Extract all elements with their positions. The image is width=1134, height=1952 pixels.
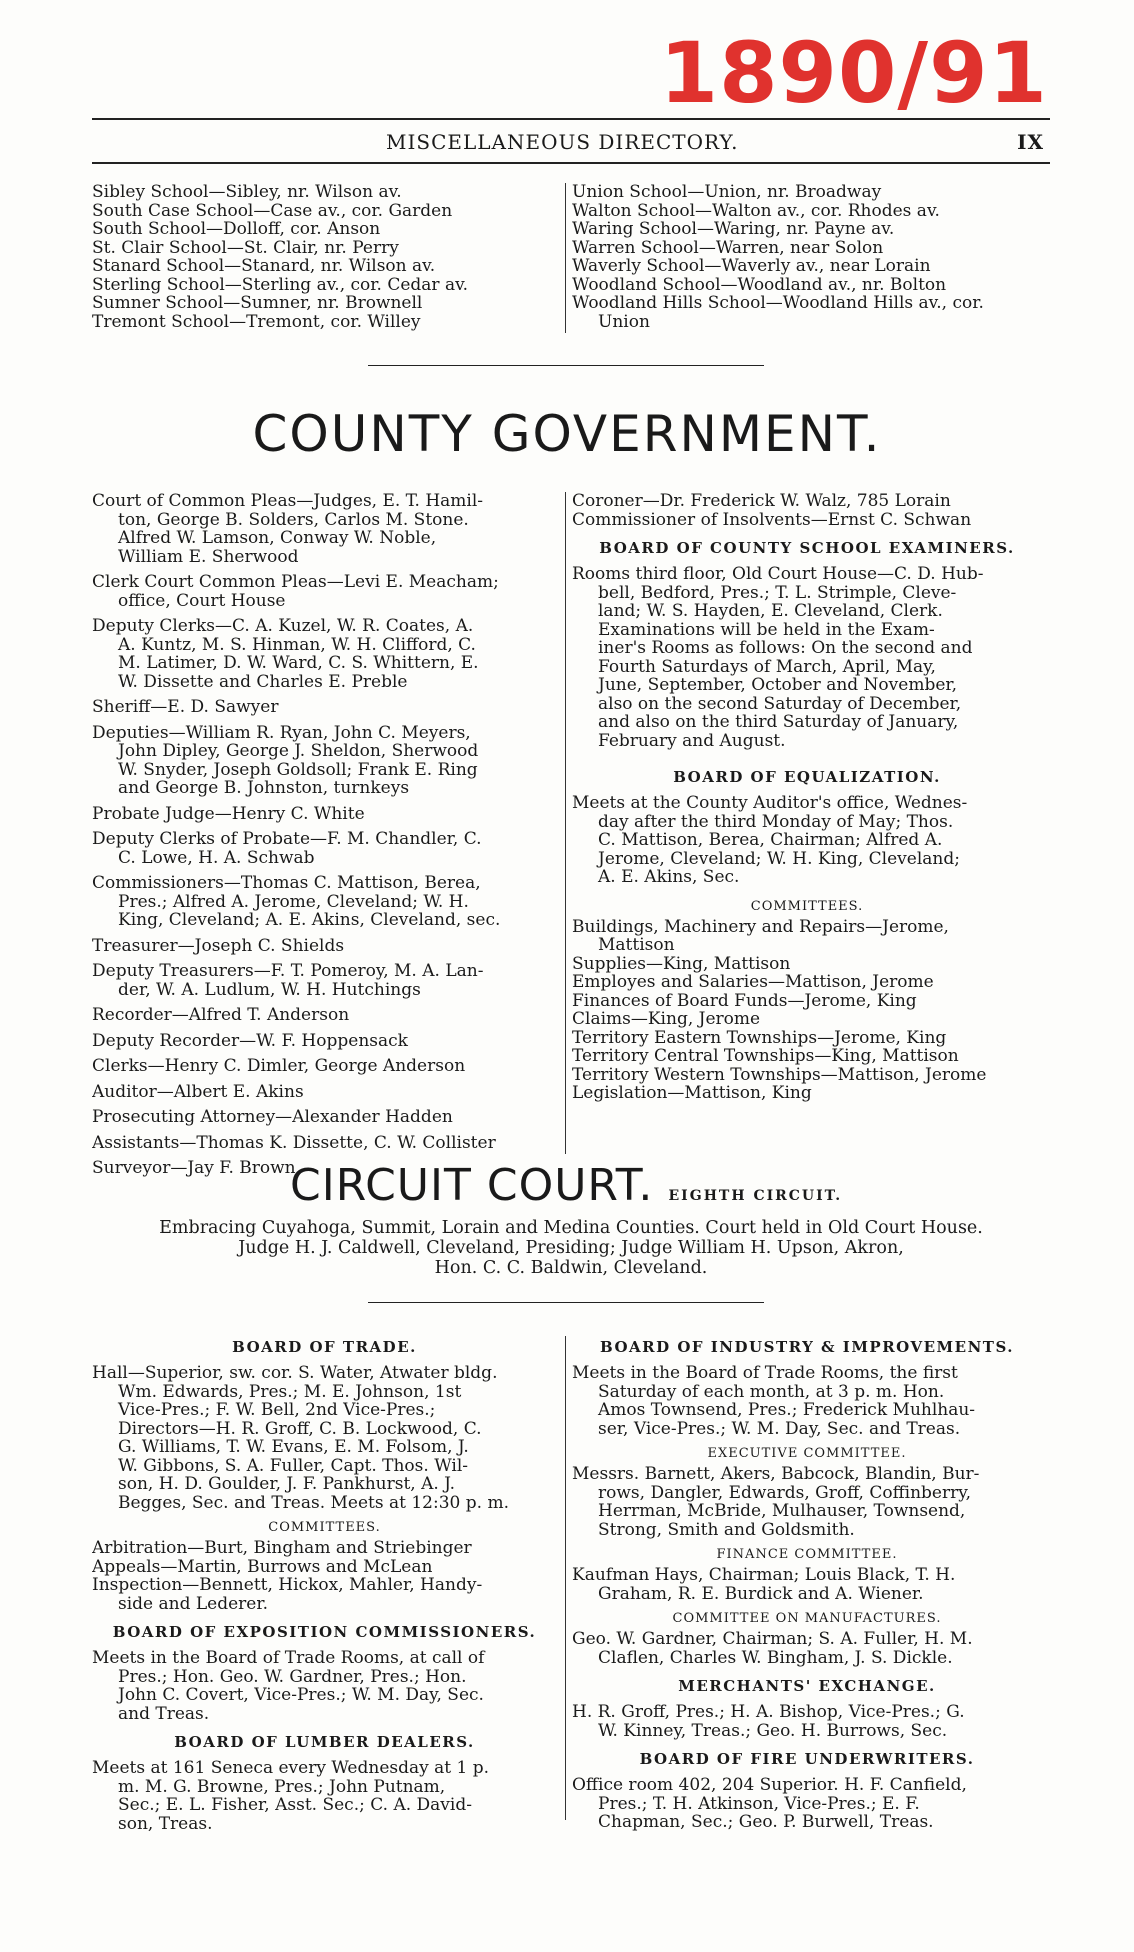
county-office-entry-line: A. Kuntz, M. S. Hinman, W. H. Clifford, C. (118, 635, 476, 654)
county-committee-entry (572, 1047, 1042, 1066)
board-of-trade-heading: BOARD OF TRADE. (232, 1338, 417, 1356)
manufactures-committee-heading: COMMITTEE ON MANUFACTURES. (672, 1611, 942, 1626)
lumber-line: Sec.; E. L. Fisher, Asst. Sec.; C. A. David- (118, 1796, 472, 1815)
examiners-line: February and August. (598, 731, 786, 750)
school-entry: St. Clair School—St. Clair, nr. Perry (92, 238, 399, 257)
coroner-commissioner-list (572, 492, 1042, 529)
county-committee-entry-line: Employes and Salaries—Mattison, Jerome (572, 973, 934, 992)
examiners-heading: BOARD OF COUNTY SCHOOL EXAMINERS. (599, 539, 1015, 557)
merchants-exchange-text (572, 1703, 1042, 1740)
examiners-line: bell, Bedford, Pres.; T. L. Strimple, Cleve- (598, 583, 957, 602)
county-office-entry-line: Treasurer—Joseph C. Shields (92, 936, 345, 955)
trade-committee-entry (92, 1539, 557, 1558)
county-office-entry-line: Alfred W. Lamson, Conway W. Noble, (118, 529, 437, 548)
county-office-entry-line: Court of Common Pleas—Judges, E. T. Hamil- (92, 492, 484, 511)
industry-line: Meets in the Board of Trade Rooms, the first (572, 1364, 958, 1383)
merchants-exchange-line: H. R. Groff, Pres.; H. A. Bishop, Vice-Pres.; G. (572, 1703, 965, 1722)
county-committee-entry-line: Claims—King, Jerome (572, 1010, 761, 1029)
trade-committees-heading: COMMITTEES. (268, 1520, 381, 1535)
industry-text (572, 1364, 1042, 1438)
exposition-line: John C. Covert, Vice-Pres.; W. M. Day, Sec. (118, 1686, 484, 1705)
trade-committee-entry-line: Inspection—Bennett, Hickox, Mahler, Handy- (92, 1576, 483, 1595)
circuit-court-line: Hon. C. C. Baldwin, Cleveland. (434, 1258, 708, 1278)
equalization-line: C. Mattison, Berea, Chairman; Alfred A. (598, 831, 943, 850)
top-rule (92, 118, 1050, 120)
board-of-trade-line: Wm. Edwards, Pres.; M. E. Johnson, 1st (118, 1382, 462, 1401)
county-office-entry-line: William E. Sherwood (118, 547, 299, 566)
county-committee-entry (572, 955, 1042, 974)
county-office-entry-line: King, Cleveland; A. E. Akins, Cleveland, sec. (118, 911, 501, 930)
county-office-entry-line: Recorder—Alfred T. Anderson (92, 1006, 350, 1025)
examiners-line: Fourth Saturdays of March, April, May, (598, 657, 936, 676)
trade-committee-entry (92, 1558, 557, 1577)
county-committee-entry-line: Legislation—Mattison, King (572, 1084, 812, 1103)
year-stamp: 1890/91 (659, 24, 1048, 122)
examiners-line: Examinations will be held in the Exam- (598, 620, 935, 639)
board-of-trade-line: son, H. D. Goulder, J. F. Pankhurst, A. J. (118, 1475, 456, 1494)
county-office-entry-line: Deputy Clerks—C. A. Kuzel, W. R. Coates, A. (92, 617, 474, 636)
school-entry: Walton School—Walton av., cor. Rhodes av. (572, 201, 940, 220)
county-committee-entry (572, 973, 1042, 992)
county-committee-entry-line: Mattison (598, 936, 675, 955)
county-office-entry-line: Clerks—Henry C. Dimler, George Anderson (92, 1057, 466, 1076)
board-of-trade-line: G. Williams, T. W. Evans, E. M. Folsom, J. (118, 1438, 469, 1457)
board-of-trade-line: Vice-Pres.; F. W. Bell, 2nd Vice-Pres.; (118, 1401, 436, 1420)
boards-left-column (92, 1336, 557, 1833)
executive-committee-line: rows, Dangler, Edwards, Groff, Coffinberry, (598, 1483, 971, 1502)
fire-underwriters-line: Chapman, Sec.; Geo. P. Burwell, Treas. (598, 1813, 934, 1832)
county-office-entry-line: M. Latimer, D. W. Ward, C. S. Whittern, E. (118, 654, 479, 673)
boards-section (92, 1336, 1050, 1833)
county-government-title: COUNTY GOVERNMENT. (252, 405, 882, 463)
county-office-entry: Commissioner of Insolvents—Ernst C. Schwan (572, 510, 972, 529)
finance-committee-heading: FINANCE COMMITTEE. (716, 1547, 898, 1562)
exposition-line: Pres.; Hon. Geo. W. Gardner, Pres.; Hon. (118, 1667, 467, 1686)
county-office-entry (92, 617, 557, 691)
county-office-entry-line: Surveyor—Jay F. Brown (92, 1159, 296, 1178)
section-rule (368, 365, 764, 366)
trade-committee-entry-line: side and Lederer. (118, 1594, 269, 1613)
executive-committee-line: Messrs. Barnett, Akers, Babcock, Blandin, Bur- (572, 1465, 980, 1484)
county-office-entry-line: Auditor—Albert E. Akins (92, 1082, 304, 1101)
committees-heading: COMMITTEES. (750, 898, 864, 914)
merchants-exchange-line: W. Kinney, Treas.; Geo. H. Burrows, Sec. (598, 1721, 948, 1740)
county-committee-entry-line: Supplies—King, Mattison (572, 954, 791, 973)
board-of-trade-line: Hall—Superior, sw. cor. S. Water, Atwater bldg. (92, 1364, 498, 1383)
board-of-trade-text (92, 1364, 557, 1512)
lumber-line: son, Treas. (118, 1814, 213, 1833)
column-divider (565, 183, 566, 333)
examiners-line: and also on the third Saturday of January, (598, 713, 959, 732)
trade-committee-entry-line: Arbitration—Burt, Bingham and Striebinger (92, 1539, 472, 1558)
county-office-entry (92, 1108, 557, 1127)
exposition-heading: BOARD OF EXPOSITION COMMISSIONERS. (112, 1623, 537, 1641)
equalization-line: day after the third Monday of May; Thos. (598, 812, 954, 831)
county-committee-entry (572, 1084, 1042, 1103)
industry-line: ser, Vice-Pres.; W. M. Day, Sec. and Treas. (598, 1419, 961, 1438)
county-office-entry (92, 1134, 557, 1153)
circuit-court-subtitle: EIGHTH CIRCUIT. (668, 1188, 843, 1204)
county-office-entry-line: Deputy Clerks of Probate—F. M. Chandler, C. (92, 830, 482, 849)
county-office-entry-line: Deputy Treasurers—F. T. Pomeroy, M. A. Lan- (92, 962, 484, 981)
lumber-line: m. M. G. Browne, Pres.; John Putnam, (118, 1777, 446, 1796)
school-entry: Tremont School—Tremont, cor. Willey (92, 312, 421, 331)
county-office-entry-line: Sheriff—E. D. Sawyer (92, 698, 279, 717)
examiners-line: iner's Rooms as follows: On the second and (598, 639, 973, 658)
county-committee-entry-line: Buildings, Machinery and Repairs—Jerome, (572, 917, 949, 936)
column-divider (565, 1336, 566, 1820)
county-committee-entry (572, 918, 1042, 955)
running-title: MISCELLANEOUS DIRECTORY. (386, 130, 739, 154)
equalization-line: Meets at the County Auditor's office, Wednes- (572, 794, 968, 813)
school-entry: Woodland Hills School—Woodland Hills av., cor. (572, 294, 984, 313)
county-committee-entry (572, 992, 1042, 1011)
county-office-entry (92, 830, 557, 867)
schools-section (92, 183, 1050, 333)
county-committee-entry-line: Territory Western Townships—Mattison, Jerome (572, 1065, 987, 1084)
county-section (92, 492, 1050, 1178)
manufactures-committee-text (572, 1630, 1042, 1667)
county-committee-entry-line: Territory Eastern Townships—Jerome, King (572, 1028, 947, 1047)
boards-right-column (572, 1336, 1042, 1832)
header-rule (92, 162, 1050, 164)
fire-underwriters-line: Office room 402, 204 Superior. H. F. Canfield, (572, 1776, 967, 1795)
exposition-line: Meets in the Board of Trade Rooms, at call of (92, 1649, 485, 1668)
school-entry: Waring School—Waring, nr. Payne av. (572, 220, 895, 239)
county-office-entry-line: Pres.; Alfred A. Jerome, Cleveland; W. H. (118, 892, 469, 911)
county-office-entry-line: W. Dissette and Charles E. Preble (118, 672, 408, 691)
circuit-court-title: CIRCUIT COURT. (290, 1160, 654, 1211)
school-entry: South School—Dolloff, cor. Anson (92, 220, 381, 239)
board-of-trade-line: Begges, Sec. and Treas. Meets at 12:30 p. m. (118, 1493, 509, 1512)
manufactures-committee-line: Geo. W. Gardner, Chairman; S. A. Fuller, H. M. (572, 1630, 973, 1649)
county-right-column (572, 492, 1042, 1103)
equalization-line: Jerome, Cleveland; W. H. King, Cleveland; (598, 849, 960, 868)
school-entry: Warren School—Warren, near Solon (572, 238, 884, 257)
county-office-entry (92, 1057, 557, 1076)
schools-left-column (92, 183, 557, 331)
lumber-heading: BOARD OF LUMBER DEALERS. (174, 1733, 475, 1751)
county-office-entry-line: Clerk Court Common Pleas—Levi E. Meacham; (92, 573, 499, 592)
executive-committee-text (572, 1465, 1042, 1539)
fire-underwriters-line: Pres.; T. H. Atkinson, Vice-Pres.; E. F. (598, 1794, 920, 1813)
school-entry: Sibley School—Sibley, nr. Wilson av. (92, 183, 402, 202)
county-office-entry-line: Assistants—Thomas K. Dissette, C. W. Collister (92, 1133, 496, 1152)
county-committee-entry (572, 1029, 1042, 1048)
exposition-text (92, 1649, 557, 1723)
lumber-text (92, 1759, 557, 1833)
county-office-entry-line: John Dipley, George J. Sheldon, Sherwood (118, 742, 479, 761)
circuit-court-heading (290, 1160, 842, 1211)
executive-committee-line: Herrman, McBride, Mulhauser, Townsend, (598, 1502, 966, 1521)
lumber-line: Meets at 161 Seneca every Wednesday at 1 p. (92, 1759, 490, 1778)
county-office-entry-line: Prosecuting Attorney—Alexander Hadden (92, 1108, 453, 1127)
finance-committee-line: Graham, R. E. Burdick and A. Wiener. (598, 1584, 924, 1603)
school-entry: Sumner School—Sumner, nr. Brownell (92, 294, 423, 313)
equalization-line: A. E. Akins, Sec. (598, 868, 740, 887)
column-divider (565, 492, 566, 1154)
county-office-entry (92, 573, 557, 610)
equalization-heading: BOARD OF EQUALIZATION. (673, 768, 941, 786)
merchants-exchange-heading: MERCHANTS' EXCHANGE. (678, 1677, 936, 1695)
county-office-entry (92, 1006, 557, 1025)
equalization-text (572, 794, 1042, 887)
section-rule (368, 1302, 764, 1303)
county-office-entry (92, 1083, 557, 1102)
school-entry: Waverly School—Waverly av., near Lorain (572, 257, 931, 276)
county-committees-list (572, 918, 1042, 1103)
county-left-column (92, 492, 557, 1185)
county-office-entry (92, 1032, 557, 1051)
county-office-entry-line: W. Snyder, Joseph Goldsoll; Frank E. Ring (118, 760, 478, 779)
board-of-trade-line: W. Gibbons, S. A. Fuller, Capt. Thos. Wil- (118, 1456, 468, 1475)
county-office-entry-line: Deputies—William R. Ryan, John C. Meyers, (92, 723, 471, 742)
county-office-entry (92, 492, 557, 566)
manufactures-committee-line: Claflen, Charles W. Bingham, J. S. Dickle. (598, 1648, 953, 1667)
industry-line: Saturday of each month, at 3 p. m. Hon. (598, 1382, 945, 1401)
board-of-trade-line: Directors—H. R. Groff, C. B. Lockwood, C. (118, 1419, 482, 1438)
trade-committee-entry (92, 1576, 557, 1613)
circuit-court-line: Judge H. J. Caldwell, Cleveland, Presiding; Judge William H. Upson, Akron, (238, 1238, 904, 1258)
schools-right-column (572, 183, 1042, 331)
fire-underwriters-heading: BOARD OF FIRE UNDERWRITERS. (639, 1750, 975, 1768)
school-entry: Union (598, 312, 650, 331)
examiners-line: also on the second Saturday of December, (598, 694, 962, 713)
county-office-entry (92, 874, 557, 930)
circuit-court-line: Embracing Cuyahoga, Summit, Lorain and Medina Counties. Court held in Old Court House. (159, 1218, 983, 1238)
county-committee-entry-line: Finances of Board Funds—Jerome, King (572, 991, 917, 1010)
county-office-entry-line: C. Lowe, H. A. Schwab (118, 848, 315, 867)
school-entry: Stanard School—Stanard, nr. Wilson av. (92, 257, 436, 276)
county-office-entry-line: ton, George B. Solders, Carlos M. Stone. (118, 510, 469, 529)
county-office-entry-line: Deputy Recorder—W. F. Hoppensack (92, 1031, 408, 1050)
county-office-entry-line: der, W. A. Ludlum, W. H. Hutchings (118, 980, 421, 999)
county-committee-entry-line: Territory Central Townships—King, Mattison (572, 1047, 959, 1066)
circuit-court-text (92, 1218, 1050, 1278)
county-office-entry: Coroner—Dr. Frederick W. Walz, 785 Lorain (572, 492, 951, 511)
fire-underwriters-text (572, 1776, 1042, 1832)
school-entry: Union School—Union, nr. Broadway (572, 183, 882, 202)
examiners-text (572, 565, 1042, 750)
county-office-entry (92, 724, 557, 798)
county-office-entry (92, 962, 557, 999)
school-entry: South Case School—Case av., cor. Garden (92, 201, 453, 220)
trade-committees-list (92, 1539, 557, 1613)
county-office-entry (92, 698, 557, 717)
trade-committee-entry-line: Appeals—Martin, Burrows and McLean (92, 1557, 433, 1576)
county-office-entry-line: and George B. Johnston, turnkeys (118, 779, 410, 798)
finance-committee-text (572, 1566, 1042, 1603)
industry-line: Amos Townsend, Pres.; Frederick Muhlhau- (598, 1401, 976, 1420)
county-office-entry (92, 805, 557, 824)
examiners-line: Rooms third floor, Old Court House—C. D. Hub- (572, 565, 984, 584)
county-committee-entry (572, 1010, 1042, 1029)
county-office-entry-line: Commissioners—Thomas C. Mattison, Berea, (92, 874, 481, 893)
exposition-line: and Treas. (118, 1704, 210, 1723)
county-committee-entry (572, 1066, 1042, 1085)
school-entry: Woodland School—Woodland av., nr. Bolton (572, 275, 947, 294)
finance-committee-line: Kaufman Hays, Chairman; Louis Black, T. H. (572, 1566, 956, 1585)
county-office-entry-line: office, Court House (118, 591, 286, 610)
county-office-entry-line: Probate Judge—Henry C. White (92, 804, 365, 823)
school-entry: Sterling School—Sterling av., cor. Cedar av. (92, 275, 469, 294)
executive-committee-heading: EXECUTIVE COMMITTEE. (707, 1446, 907, 1461)
industry-heading: BOARD OF INDUSTRY & IMPROVEMENTS. (600, 1338, 1014, 1356)
examiners-line: land; W. S. Hayden, E. Cleveland, Clerk. (598, 602, 943, 621)
county-office-entry (92, 937, 557, 956)
examiners-line: June, September, October and November, (598, 676, 958, 695)
page-number: IX (1017, 130, 1044, 154)
executive-committee-line: Strong, Smith and Goldsmith. (598, 1520, 855, 1539)
